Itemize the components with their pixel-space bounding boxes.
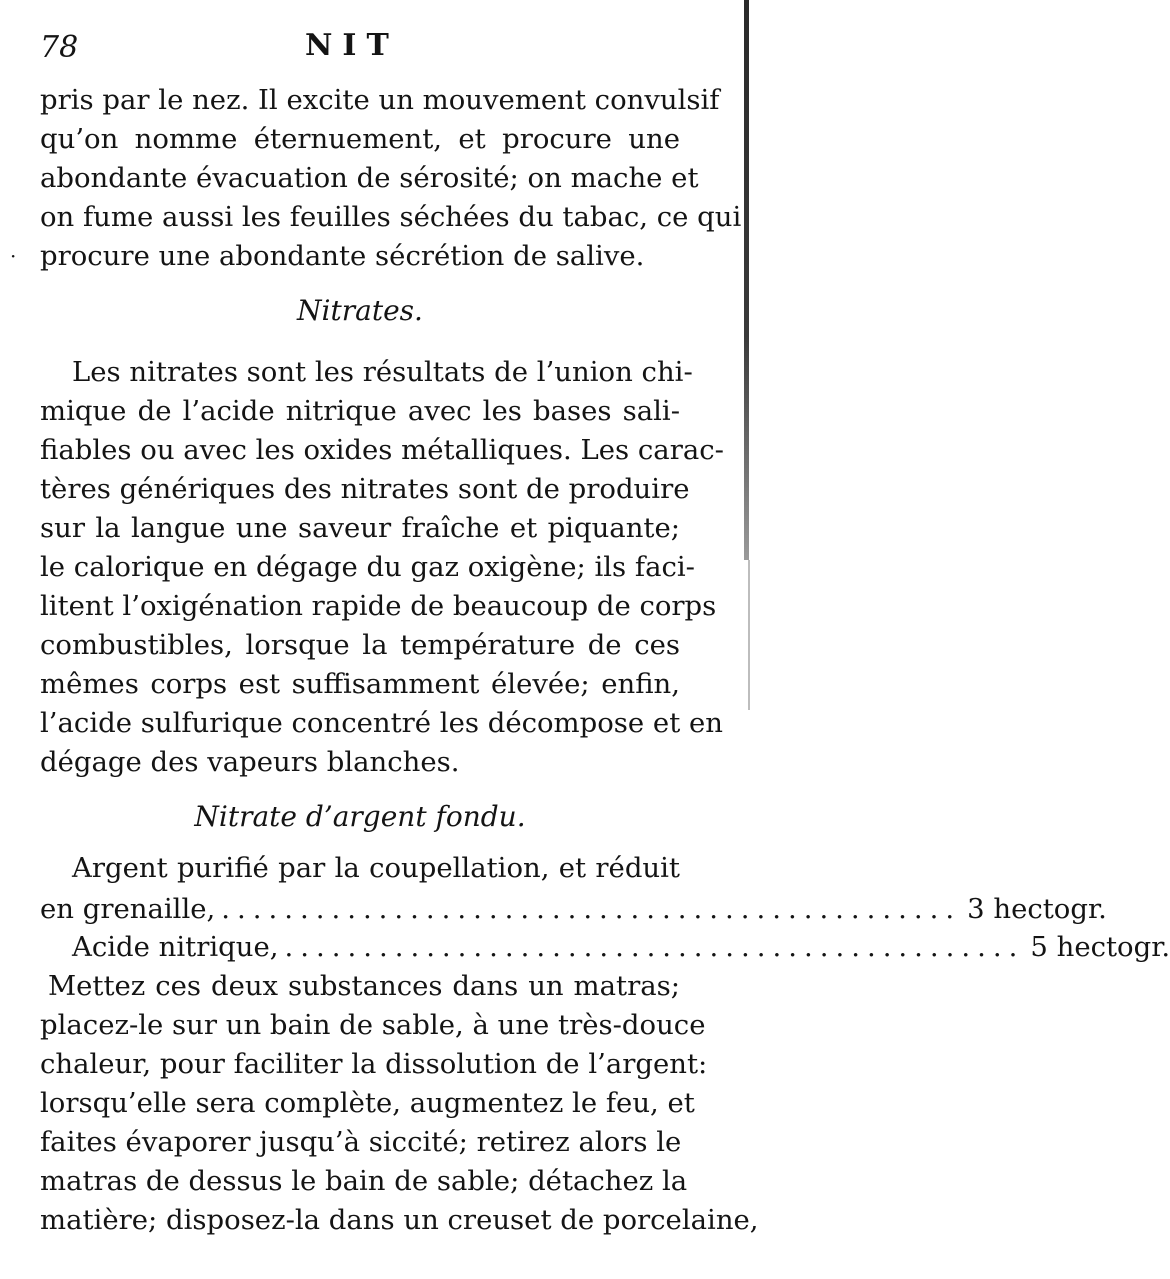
margin-mark: ·	[10, 244, 17, 268]
text-line: procure une abondante sécrétion de salive.	[40, 240, 645, 272]
ingredient-name: en grenaille,	[40, 893, 216, 925]
text-line: mêmes corps est suffisamment élevée; enfin,	[40, 668, 680, 700]
text-line: l’acide sulfurique concentré les décompose et en	[40, 707, 723, 739]
text-line: litent l’oxigénation rapide de beaucoup de corps	[40, 590, 717, 622]
text-line: qu’on nomme éternuement, et procure une	[40, 123, 680, 155]
section-heading: Nitrates.	[297, 294, 423, 327]
text-line: on fume aussi les feuilles séchées du tabac, ce qui	[40, 201, 742, 233]
recipe-ingredient-row	[72, 929, 1170, 966]
text-line: dégage des vapeurs blanches.	[40, 746, 460, 778]
text-line: lorsqu’elle sera complète, augmentez le feu, et	[40, 1087, 695, 1119]
text-line: matras de dessus le bain de sable; détachez la	[40, 1165, 688, 1197]
text-line: fiables ou avec les oxides métalliques. Les carac-	[40, 434, 724, 466]
text-line: faites évaporer jusqu’à siccité; retirez alors le	[40, 1126, 682, 1158]
text-line: mique de l’acide nitrique avec les bases sali-	[40, 395, 680, 427]
text-line: Mettez ces deux substances dans un matras;	[48, 970, 680, 1002]
text-line: chaleur, pour faciliter la dissolution de l’argent:	[40, 1048, 708, 1080]
text-line: matière; disposez-la dans un creuset de porcelaine,	[40, 1204, 759, 1236]
text-line: tères génériques des nitrates sont de produire	[40, 473, 690, 505]
text-line: sur la langue une saveur fraîche et piquante;	[40, 512, 680, 544]
text-line: placez-le sur un bain de sable, à une très-douce	[40, 1009, 706, 1041]
recipe-line: Argent purifié par la coupellation, et réduit	[72, 852, 680, 884]
text-line: abondante évacuation de sérosité; on mache et	[40, 162, 699, 194]
dot-leader: ...............................................	[221, 893, 962, 925]
recipe-ingredient-row	[40, 891, 1107, 928]
ingredient-name: Acide nitrique,	[72, 931, 279, 963]
dot-leader: ...............................................	[284, 931, 1025, 963]
section-heading: Nitrate d’argent fondu.	[194, 800, 526, 833]
text-line: le calorique en dégage du gaz oxigène; ils faci-	[40, 551, 695, 583]
running-head: NIT	[305, 28, 399, 63]
text-line: pris par le nez. Il excite un mouvement convulsif	[40, 84, 720, 116]
text-line: Les nitrates sont les résultats de l’union chi-	[72, 356, 693, 388]
page-edge-shadow-faint	[748, 560, 750, 710]
page-number: 78	[40, 30, 79, 65]
ingredient-quantity: 3 hectogr.	[967, 893, 1107, 925]
page-edge-shadow	[744, 0, 749, 560]
text-line: combustibles, lorsque la température de ces	[40, 629, 680, 661]
ingredient-quantity: 5 hectogr.	[1030, 931, 1170, 963]
